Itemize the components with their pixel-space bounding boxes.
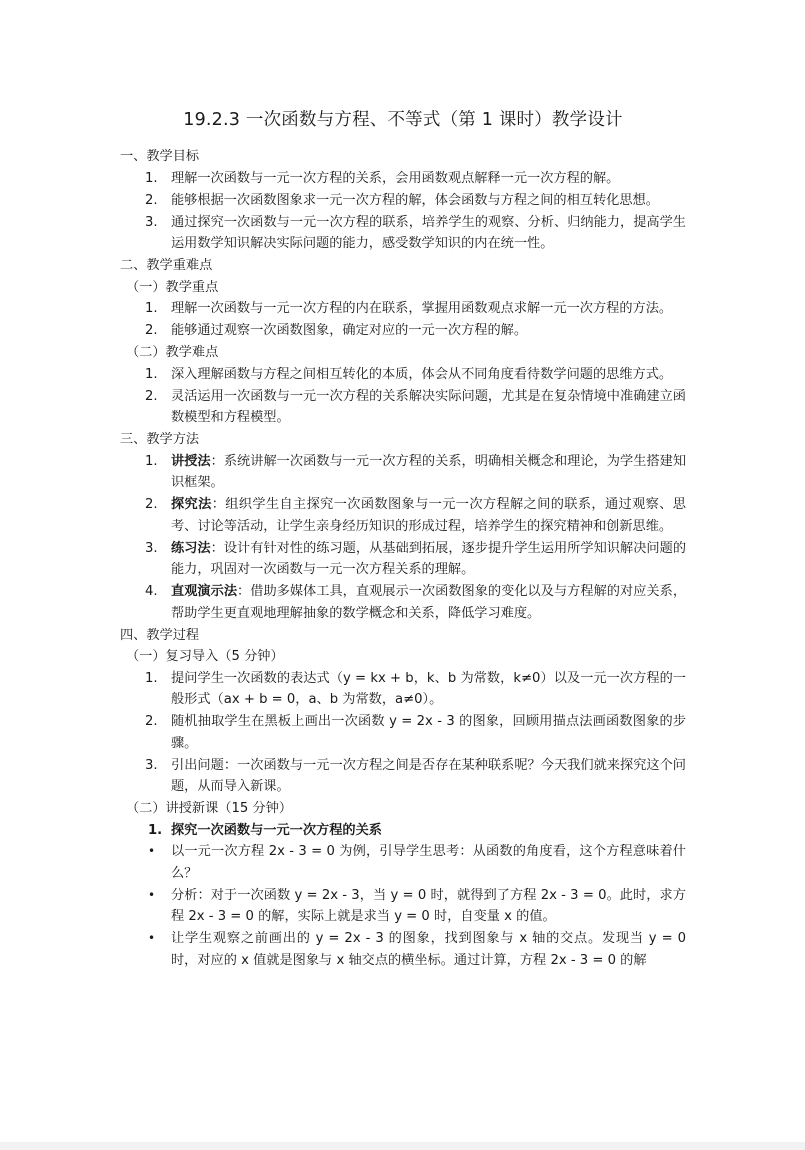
item-number: 2. xyxy=(145,497,158,512)
review-list xyxy=(120,668,686,798)
method-description: ：借助多媒体工具，直观展示一次函数图象的变化以及与方程解的对应关系，帮助学生更直观地理解抽象的数学概念和关系，降低学习难度。 xyxy=(171,584,687,621)
item-number: 1. xyxy=(148,822,163,838)
item-text: 能够根据一次函数图象求一元一次方程的解，体会函数与方程之间的相互转化思想。 xyxy=(171,192,659,208)
document-content xyxy=(120,108,686,972)
list-item xyxy=(120,885,686,928)
item-text xyxy=(171,581,686,624)
list-item xyxy=(120,755,686,798)
item-text: 分析：对于一次函数 y = 2x - 3，当 y = 0 时，就得到了方程 2x - 3 = 0。此时，求方程 2x - 3 = 0 的解，实际上就是求当 y = 0 时，自变量 x 的值。 xyxy=(171,887,686,924)
methods-list xyxy=(120,451,686,625)
item-text xyxy=(171,494,686,537)
lecture-subheading-text: 探究一次函数与一元一次方程的关系 xyxy=(171,822,382,838)
item-text: 深入理解函数与方程之间相互转化的本质，体会从不同角度看待数学问题的思维方式。 xyxy=(171,366,673,382)
document-title: 19.2.3 一次函数与方程、不等式（第 1 课时）教学设计 xyxy=(183,110,623,130)
method-label: 练习法 xyxy=(171,540,211,556)
method-description: ：组织学生自主探究一次函数图象与一元一次方程解之间的联系，通过观察、思考、讨论等活动，让学生亲身经历知识的形成过程，培养学生的探究精神和创新思维。 xyxy=(171,497,686,534)
item-text: 提问学生一次函数的表达式（y = kx + b，k、b 为常数，k≠0）以及一元一次方程的一般形式（ax + b = 0，a、b 为常数，a≠0）。 xyxy=(171,670,686,707)
list-item xyxy=(120,711,686,754)
item-number: 1. xyxy=(145,670,158,686)
item-number: 1. xyxy=(145,170,158,186)
list-item xyxy=(120,298,686,320)
list-item xyxy=(120,538,686,581)
item-number: 3. xyxy=(145,214,158,230)
item-number: 2. xyxy=(145,388,158,404)
method-description: ：设计有针对性的练习题，从基础到拓展，逐步提升学生运用所学知识解决问题的能力，巩固对一次函数与一元一次方程关系的理解。 xyxy=(171,540,687,577)
list-item xyxy=(120,364,686,386)
item-text: 让学生观察之前画出的 y = 2x - 3 的图象，找到图象与 x 轴的交点。发现当 y = 0 时，对应的 x 值就是图象与 x 轴交点的横坐标。通过计算，方程 2x - 3 = 0 的解 xyxy=(171,931,686,968)
list-item xyxy=(120,451,686,494)
list-item xyxy=(120,928,686,971)
list-item xyxy=(120,581,686,624)
item-number: 3. xyxy=(145,757,158,773)
list-item xyxy=(120,494,686,537)
item-number: 3. xyxy=(145,540,158,556)
bullet-icon: • xyxy=(148,887,156,902)
item-text: 灵活运用一次函数与一元一次方程的关系解决实际问题，尤其是在复杂情境中准确建立函数模型和方程模型。 xyxy=(171,388,686,425)
lecture-bullets xyxy=(120,841,686,971)
section-heading-process: 四、教学过程 xyxy=(120,627,200,643)
method-description: ：系统讲解一次函数与一元一次方程的关系，明确相关概念和理论，为学生搭建知识框架。 xyxy=(171,453,687,490)
section-heading-key-points: 二、教学重难点 xyxy=(120,258,213,273)
item-text: 理解一次函数与一元一次方程的内在联系，掌握用函数观点求解一元一次方程的方法。 xyxy=(171,301,673,316)
item-number: 4. xyxy=(145,584,158,599)
subsection-heading-review: （一）复习导入（5 分钟） xyxy=(126,649,284,664)
method-label: 探究法 xyxy=(171,497,212,512)
list-item xyxy=(120,668,686,711)
item-number: 2. xyxy=(145,323,158,338)
subsection-heading-lecture: （二）讲授新课（15 分钟） xyxy=(126,801,293,816)
item-text: 通过探究一次函数与一元一次方程的联系，培养学生的观察、分析、归纳能力，提高学生运用数学知识解决实际问题的能力，感受数学知识的内在统一性。 xyxy=(171,214,686,251)
item-number: 1. xyxy=(145,366,158,382)
list-item xyxy=(120,168,686,190)
subsection-heading-focus: （一）教学重点 xyxy=(126,279,219,295)
section-heading-goals: 一、教学目标 xyxy=(120,149,200,164)
list-item xyxy=(120,841,686,884)
item-text: 随机抽取学生在黑板上画出一次函数 y = 2x - 3 的图象，回顾用描点法画函数图象的步骤。 xyxy=(171,714,686,751)
bullet-icon: • xyxy=(148,931,156,945)
list-item xyxy=(120,212,686,255)
list-item xyxy=(120,190,686,212)
focus-list xyxy=(120,298,686,342)
goals-list xyxy=(120,168,686,255)
item-text: 能够通过观察一次函数图象，确定对应的一元一次方程的解。 xyxy=(171,323,528,338)
subsection-heading-difficulty: （二）教学难点 xyxy=(126,345,219,360)
method-label: 直观演示法 xyxy=(171,584,238,599)
item-number: 1. xyxy=(145,453,158,469)
list-item xyxy=(120,386,686,429)
bullet-icon: • xyxy=(148,844,156,858)
item-number: 1. xyxy=(145,301,158,316)
item-text xyxy=(171,451,686,494)
difficulty-list xyxy=(120,364,686,429)
item-text: 引出问题：一次函数与一元一次方程之间是否存在某种联系呢？今天我们就来探究这个问题，从而导入新课。 xyxy=(171,757,686,794)
method-label: 讲授法 xyxy=(171,453,211,469)
lecture-subheading xyxy=(120,820,686,842)
item-text: 以一元一次方程 2x - 3 = 0 为例，引导学生思考：从函数的角度看，这个方程意味着什么？ xyxy=(171,844,686,881)
item-text xyxy=(171,538,686,581)
item-number: 2. xyxy=(145,714,158,729)
item-number: 2. xyxy=(145,192,158,208)
section-heading-methods: 三、教学方法 xyxy=(120,432,200,447)
list-item xyxy=(120,320,686,342)
item-text: 理解一次函数与一元一次方程的关系，会用函数观点解释一元一次方程的解。 xyxy=(171,170,620,186)
